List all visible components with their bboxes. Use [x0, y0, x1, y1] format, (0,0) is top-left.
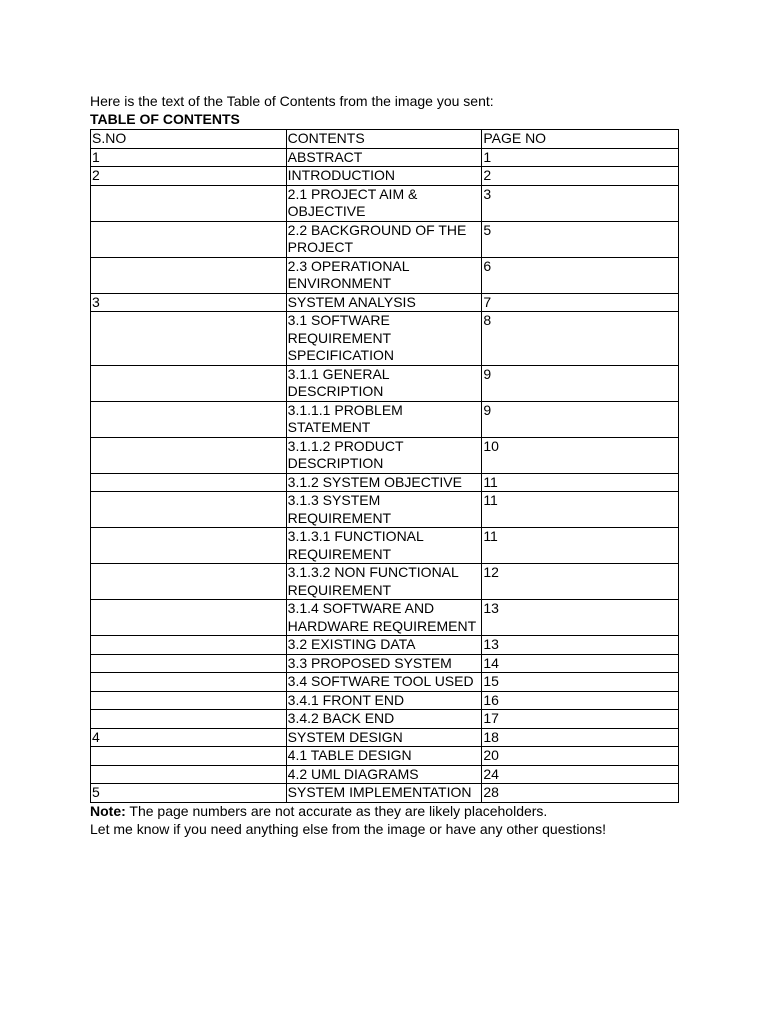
table-row — [91, 784, 679, 803]
cell-sno — [91, 765, 287, 784]
cell-contents: 3.4 SOFTWARE TOOL USED — [286, 673, 482, 692]
table-row — [91, 148, 679, 167]
cell-page-no: 14 — [482, 654, 679, 673]
cell-contents: 3.1 SOFTWARE REQUIREMENT SPECIFICATION — [286, 312, 482, 366]
table-row — [91, 710, 679, 729]
cell-sno — [91, 473, 287, 492]
cell-contents: SYSTEM DESIGN — [286, 728, 482, 747]
cell-sno — [91, 747, 287, 766]
cell-page-no: 24 — [482, 765, 679, 784]
cell-contents: SYSTEM ANALYSIS — [286, 293, 482, 312]
closing-text: Let me know if you need anything else from the image or have any other questions! — [90, 820, 606, 837]
cell-sno: 4 — [91, 728, 287, 747]
intro-text: Here is the text of the Table of Contents from the image you sent: — [90, 93, 494, 109]
cell-page-no: 17 — [482, 710, 679, 729]
cell-contents: ABSTRACT — [286, 148, 482, 167]
cell-contents: 4.1 TABLE DESIGN — [286, 747, 482, 766]
table-row — [91, 401, 679, 437]
cell-page-no: 16 — [482, 691, 679, 710]
cell-contents: 3.1.1.1 PROBLEM STATEMENT — [286, 401, 482, 437]
cell-sno: 2 — [91, 167, 287, 186]
header-sno: S.NO — [91, 130, 287, 149]
table-row — [91, 167, 679, 186]
cell-contents: 3.3 PROPOSED SYSTEM — [286, 654, 482, 673]
toc-table-body — [91, 130, 679, 803]
cell-page-no: 8 — [482, 312, 679, 366]
table-row — [91, 636, 679, 655]
cell-sno: 1 — [91, 148, 287, 167]
cell-page-no: 12 — [482, 564, 679, 600]
cell-contents: SYSTEM IMPLEMENTATION — [286, 784, 482, 803]
note-line — [90, 803, 680, 821]
cell-page-no: 11 — [482, 492, 679, 528]
table-row — [91, 691, 679, 710]
toc-heading: TABLE OF CONTENTS — [90, 111, 240, 127]
cell-page-no: 6 — [482, 257, 679, 293]
table-row — [91, 312, 679, 366]
table-row — [91, 437, 679, 473]
header-page-no: PAGE NO — [482, 130, 679, 149]
cell-contents: 4.2 UML DIAGRAMS — [286, 765, 482, 784]
table-row — [91, 747, 679, 766]
table-row — [91, 673, 679, 692]
cell-contents: 2.2 BACKGROUND OF THE PROJECT — [286, 221, 482, 257]
cell-contents: 2.3 OPERATIONAL ENVIRONMENT — [286, 257, 482, 293]
cell-page-no: 3 — [482, 185, 679, 221]
toc-table — [90, 129, 679, 803]
table-row — [91, 528, 679, 564]
cell-sno — [91, 401, 287, 437]
cell-sno — [91, 257, 287, 293]
cell-sno — [91, 437, 287, 473]
cell-page-no: 5 — [482, 221, 679, 257]
cell-page-no: 20 — [482, 747, 679, 766]
cell-contents: 3.1.3.1 FUNCTIONAL REQUIREMENT — [286, 528, 482, 564]
cell-page-no: 1 — [482, 148, 679, 167]
cell-page-no: 18 — [482, 728, 679, 747]
cell-contents: 3.1.4 SOFTWARE AND HARDWARE REQUIREMENT — [286, 600, 482, 636]
cell-page-no: 11 — [482, 528, 679, 564]
table-row — [91, 185, 679, 221]
cell-page-no: 13 — [482, 636, 679, 655]
cell-sno — [91, 600, 287, 636]
cell-sno: 3 — [91, 293, 287, 312]
cell-contents: 3.1.1 GENERAL DESCRIPTION — [286, 365, 482, 401]
table-row — [91, 728, 679, 747]
cell-sno — [91, 691, 287, 710]
table-row — [91, 492, 679, 528]
cell-page-no: 7 — [482, 293, 679, 312]
cell-page-no: 13 — [482, 600, 679, 636]
cell-contents: 3.1.2 SYSTEM OBJECTIVE — [286, 473, 482, 492]
document-page — [90, 93, 680, 839]
cell-sno — [91, 654, 287, 673]
cell-sno — [91, 564, 287, 600]
cell-sno — [91, 673, 287, 692]
table-row — [91, 365, 679, 401]
cell-contents: 3.1.1.2 PRODUCT DESCRIPTION — [286, 437, 482, 473]
table-row — [91, 473, 679, 492]
cell-page-no: 10 — [482, 437, 679, 473]
table-row — [91, 600, 679, 636]
table-header-row — [91, 130, 679, 149]
note-label: Note: — [90, 802, 126, 819]
note-text: The page numbers are not accurate as they are likely placeholders. — [125, 802, 548, 819]
cell-sno — [91, 710, 287, 729]
cell-sno — [91, 636, 287, 655]
cell-sno — [91, 312, 287, 366]
table-row — [91, 654, 679, 673]
cell-page-no: 2 — [482, 167, 679, 186]
cell-contents: 3.4.2 BACK END — [286, 710, 482, 729]
cell-contents: 3.1.3.2 NON FUNCTIONAL REQUIREMENT — [286, 564, 482, 600]
cell-sno: 5 — [91, 784, 287, 803]
table-row — [91, 221, 679, 257]
cell-sno — [91, 365, 287, 401]
cell-page-no: 11 — [482, 473, 679, 492]
cell-contents: 3.2 EXISTING DATA — [286, 636, 482, 655]
cell-sno — [91, 221, 287, 257]
cell-contents: 3.4.1 FRONT END — [286, 691, 482, 710]
cell-contents: 3.1.3 SYSTEM REQUIREMENT — [286, 492, 482, 528]
table-row — [91, 765, 679, 784]
cell-sno — [91, 185, 287, 221]
cell-contents: INTRODUCTION — [286, 167, 482, 186]
cell-page-no: 15 — [482, 673, 679, 692]
cell-sno — [91, 528, 287, 564]
table-row — [91, 564, 679, 600]
table-row — [91, 293, 679, 312]
header-contents: CONTENTS — [286, 130, 482, 149]
cell-sno — [91, 492, 287, 528]
table-row — [91, 257, 679, 293]
cell-page-no: 9 — [482, 365, 679, 401]
cell-page-no: 9 — [482, 401, 679, 437]
cell-page-no: 28 — [482, 784, 679, 803]
cell-contents: 2.1 PROJECT AIM & OBJECTIVE — [286, 185, 482, 221]
